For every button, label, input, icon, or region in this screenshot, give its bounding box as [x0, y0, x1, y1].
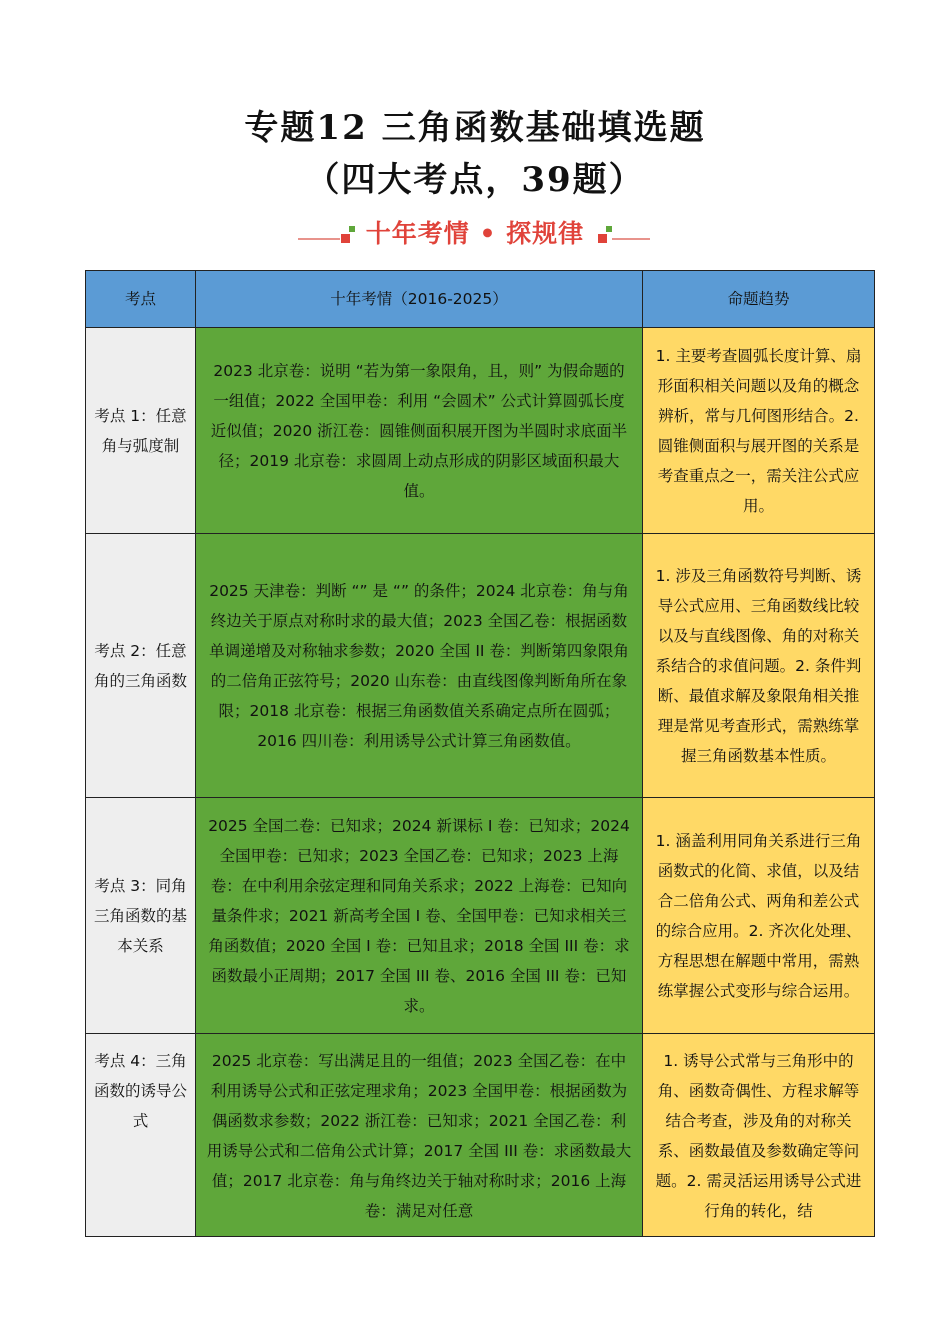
table-row [86, 328, 875, 534]
banner-right-line [612, 238, 650, 240]
history-cell: 2025 天津卷：判断 “” 是 “” 的条件；2024 北京卷：角与角终边关于原点对称时求的最大值；2023 全国乙卷：根据函数单调递增及对称轴求参数；2020 全国 II 卷：判断第四象限角的二倍角正弦符号；2020 山东卷：由直线图像判断角所在象限；2018 北京卷：根据三角函数值关系确定点所在圆弧；2016 四川卷：利用诱导公式计算三角函数值。 [196, 534, 643, 798]
table-row [86, 534, 875, 798]
exam-analysis-table [85, 270, 875, 1237]
header-topic: 考点 [86, 271, 196, 328]
table-row [86, 1034, 875, 1237]
topic-cell-wrapper [86, 1034, 196, 1237]
topic-cell: 考点 2：任意角的三角函数 [86, 534, 196, 798]
topic-cell: 考点 3：同角三角函数的基本关系 [86, 798, 196, 1034]
trend-cell: 1. 涉及三角函数符号判断、诱导公式应用、三角函数线比较以及与直线图像、角的对称关系结合的求值问题。2. 条件判断、最值求解及象限角相关推理是常见考查形式，需熟练掌握三角函数基本性质。 [643, 534, 875, 798]
table-header-row [86, 271, 875, 328]
table-row [86, 798, 875, 1034]
header-history: 十年考情（2016-2025） [196, 271, 643, 328]
page-subtitle: （四大考点，39题） [305, 160, 645, 200]
history-cell-wrapper [196, 1034, 643, 1237]
history-cell: 2025 北京卷：写出满足且的一组值；2023 全国乙卷：在中利用诱导公式和正弦定理求角；2023 全国甲卷：根据函数为偶函数求参数；2022 浙江卷：已知求；2021 全国乙卷：利用诱导公式和二倍角公式计算；2017 全国 III 卷：求函数最大值；2017 北京卷：角与角终边关于轴对称时求；2016 上海卷：满足对任意 [206, 1052, 632, 1220]
banner-square-icon [606, 226, 612, 232]
history-cell: 2023 北京卷：说明 “若为第一象限角，且，则” 为假命题的一组值；2022 全国甲卷：利用 “会圆术” 公式计算圆弧长度近似值；2020 浙江卷：圆锥侧面积展开图为半圆时求底面半径；2019 北京卷：求圆周上动点形成的阴影区域面积最大值。 [196, 328, 643, 534]
topic-cell: 考点 1：任意角与弧度制 [86, 328, 196, 534]
banner-text: 十年考情 • 探规律 [365, 219, 585, 248]
trend-cell: 1. 主要考查圆弧长度计算、扇形面积相关问题以及角的概念辨析，常与几何图形结合。2. 圆锥侧面积与展开图的关系是考查重点之一，需关注公式应用。 [643, 328, 875, 534]
trend-cell: 1. 诱导公式常与三角形中的角、函数奇偶性、方程求解等结合考查，涉及角的对称关系、函数最值及参数确定等问题。2. 需灵活运用诱导公式进行角的转化，结 [655, 1052, 862, 1220]
history-cell: 2025 全国二卷：已知求；2024 新课标 I 卷：已知求；2024 全国甲卷：已知求；2023 全国乙卷：已知求；2023 上海卷：在中利用余弦定理和同角关系求；2022 上海卷：已知向量条件求；2021 新高考全国 I 卷、全国甲卷：已知求相关三角函数值；2020 全国 I 卷：已知且求；2018 全国 III 卷：求函数最小正周期；2017 全国 III 卷、2016 全国 III 卷：已知求。 [196, 798, 643, 1034]
trend-cell: 1. 涵盖利用同角关系进行三角函数式的化简、求值，以及结合二倍角公式、两角和差公式的综合应用。2. 齐次化处理、方程思想在解题中常用，需熟练掌握公式变形与综合运用。 [643, 798, 875, 1034]
trend-cell-wrapper [643, 1034, 875, 1237]
page-title: 专题12 三角函数基础填选题 [244, 108, 706, 148]
banner-square-icon [598, 234, 607, 243]
topic-cell: 考点 4：三角函数的诱导公式 [94, 1052, 187, 1130]
section-banner [0, 212, 950, 252]
header-trend: 命题趋势 [643, 271, 875, 328]
